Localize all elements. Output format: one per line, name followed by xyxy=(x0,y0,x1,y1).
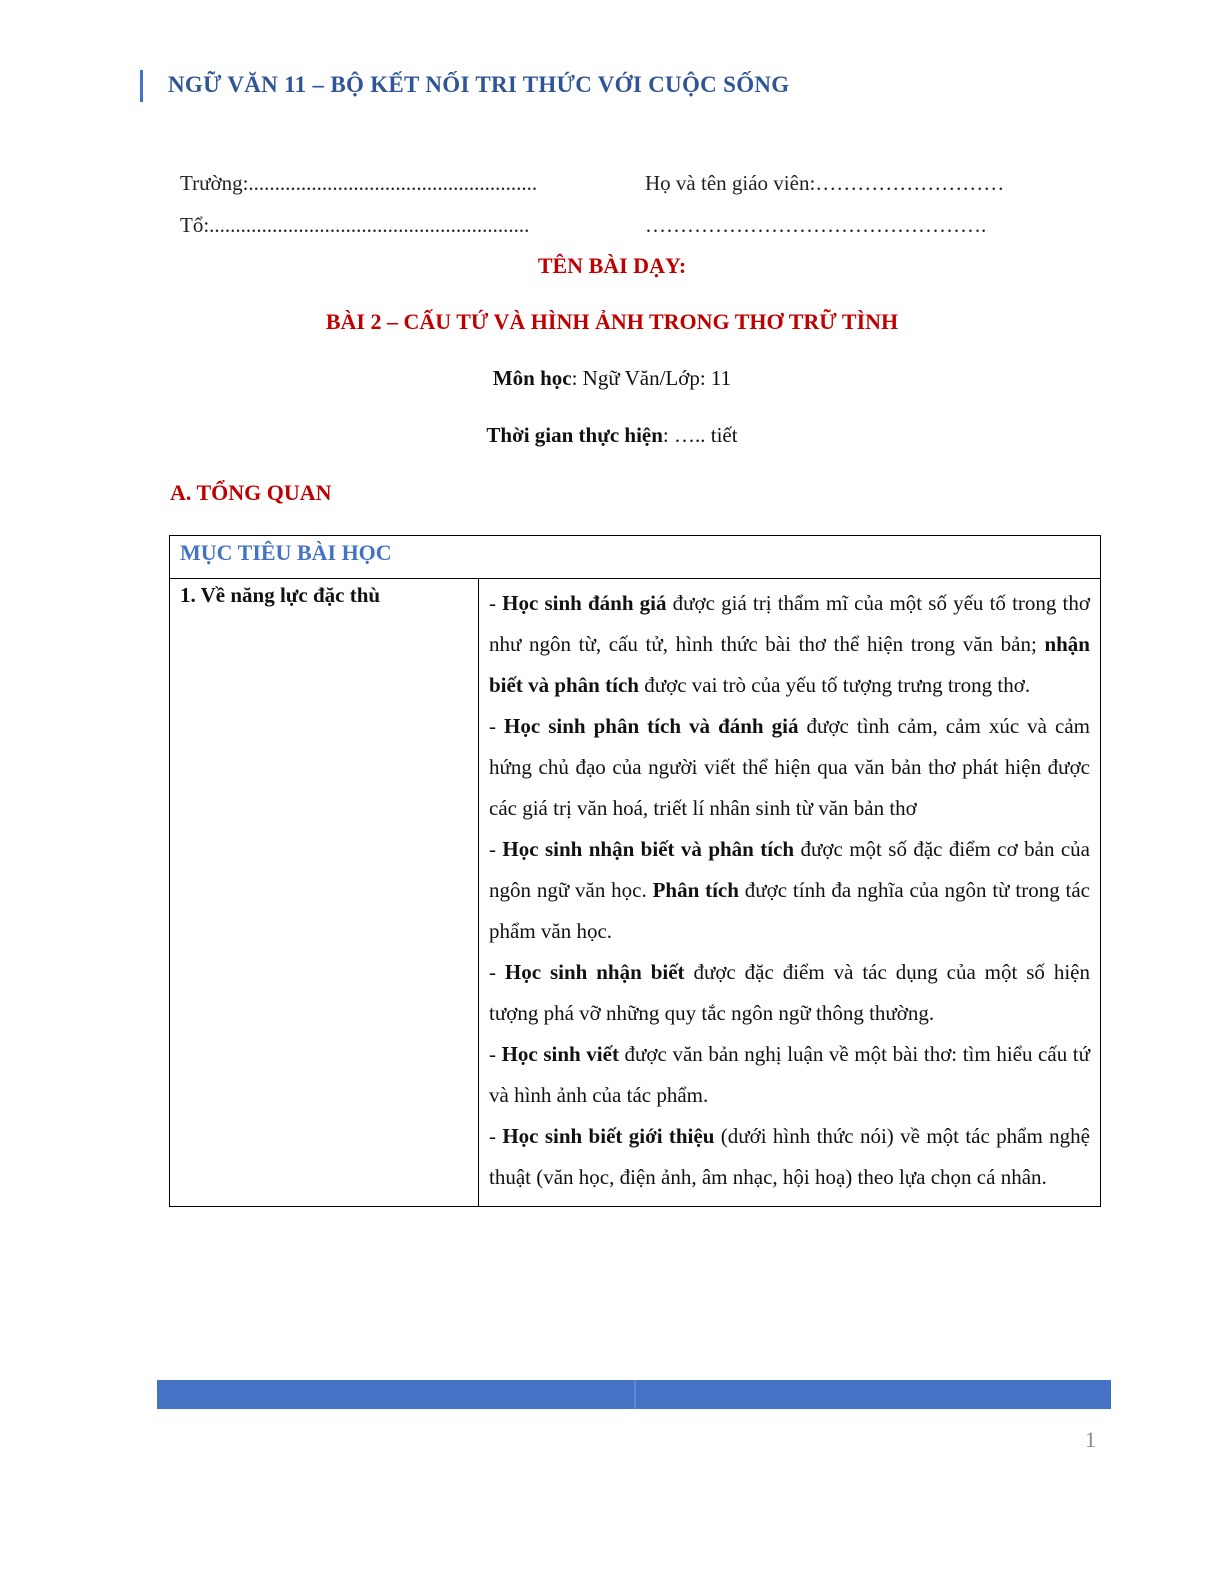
objective-item: - Học sinh biết giới thiệu (dưới hình thức nói) về một tác phẩm nghệ thuật (văn học, điện ảnh, âm nhạc, hội hoạ) theo lựa chọn cá nhân. xyxy=(489,1124,1090,1189)
teacher-name-field: Họ và tên giáo viên:……………………… xyxy=(645,171,1005,195)
duration-label: Thời gian thực hiện xyxy=(486,423,663,447)
objectives-table xyxy=(169,535,1101,1207)
page-number: 1 xyxy=(1085,1427,1096,1452)
footer-bar-divider xyxy=(634,1380,636,1409)
duration-value: : ….. tiết xyxy=(662,423,738,447)
school-field: Trường:....................................................... xyxy=(180,171,538,195)
objectives-header-row xyxy=(170,536,1101,579)
document-header-title: NGỮ VĂN 11 – BỘ KẾT NỐI TRI THỨC VỚI CUỘC SỐNG xyxy=(168,72,790,97)
objective-item: - Học sinh nhận biết được đặc điểm và tác dụng của một số hiện tượng phá vỡ những quy tắc ngôn ngữ thông thường. xyxy=(489,960,1091,1025)
lesson-heading: TÊN BÀI DẠY: xyxy=(537,253,687,278)
objective-item: - Học sinh viết được văn bản nghị luận về một bài thơ: tìm hiểu cấu tứ và hình ảnh của tác phẩm. xyxy=(489,1042,1091,1107)
objective-item: - Học sinh đánh giá được giá trị thẩm mĩ của một số yếu tố trong thơ như ngôn từ, cấu tử, hình thức bài thơ thể hiện trong văn bản; nhận biết và phân tích được vai trò của yếu tố tượng trưng trong thơ. xyxy=(489,591,1090,697)
competency-content xyxy=(479,579,1101,1207)
section-a-title: A. TỔNG QUAN xyxy=(170,480,332,505)
objective-item: - Học sinh nhận biết và phân tích được một số đặc điểm cơ bản của ngôn ngữ văn học. Phân tích được tính đa nghĩa của ngôn từ trong tác phẩm văn học. xyxy=(489,837,1090,943)
subject-line xyxy=(0,366,1224,391)
subject-label: Môn học xyxy=(492,366,572,390)
footer-bar xyxy=(157,1380,1111,1409)
header-accent-bar xyxy=(140,70,143,102)
group-field: Tổ:............................................................. xyxy=(180,213,530,237)
competency-label: 1. Về năng lực đặc thù xyxy=(170,579,479,1207)
objective-item: - Học sinh phân tích và đánh giá được tình cảm, cảm xúc và cảm hứng chủ đạo của người viết thể hiện qua văn bản thơ phát hiện được các giá trị văn hoá, triết lí nhân sinh từ văn bản thơ xyxy=(489,714,1090,820)
objectives-row xyxy=(170,579,1101,1207)
objectives-header: MỤC TIÊU BÀI HỌC xyxy=(170,536,1101,579)
teacher-name-continuation: …………………………………………. xyxy=(645,213,987,237)
lesson-title: BÀI 2 – CẤU TỨ VÀ HÌNH ẢNH TRONG THƠ TRỮ TÌNH xyxy=(325,309,899,334)
duration-line xyxy=(0,423,1224,448)
subject-value: : Ngữ Văn/Lớp: 11 xyxy=(571,366,732,390)
